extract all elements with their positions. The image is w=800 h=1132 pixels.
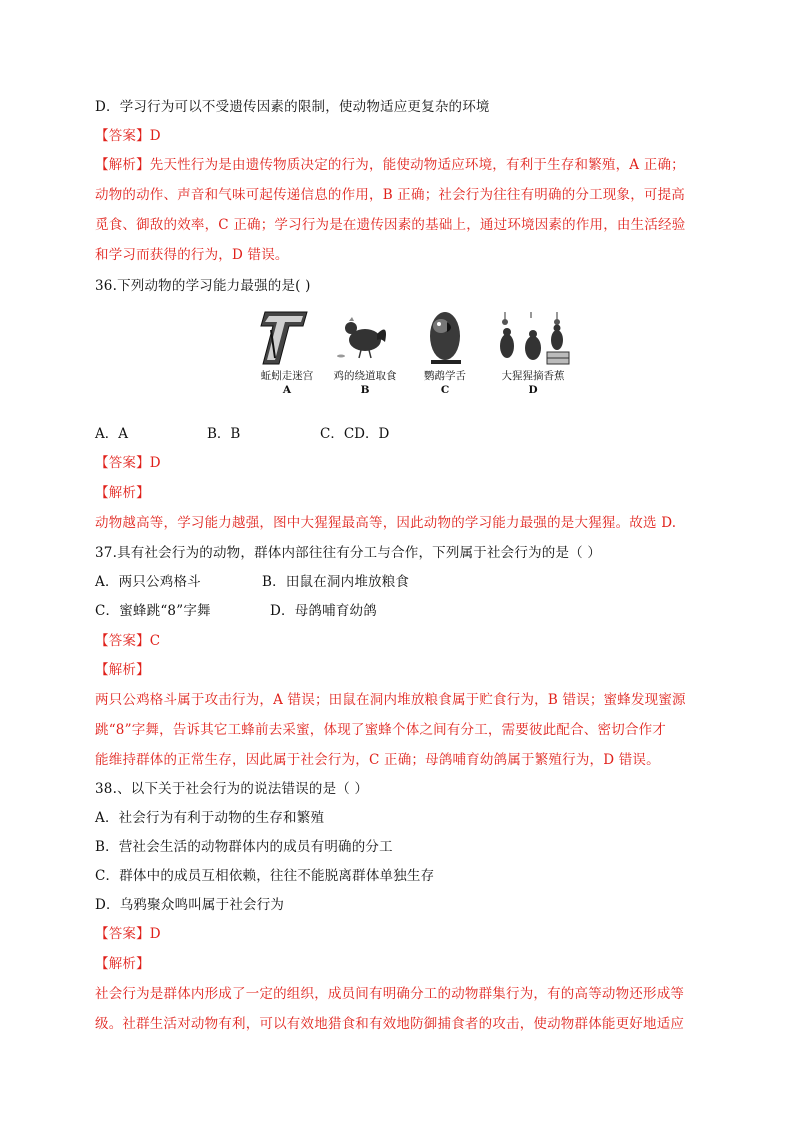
q36-option-b: B．B [207, 426, 241, 442]
q37-analysis-line-1: 两只公鸡格斗属于攻击行为，A 错误；田鼠在洞内堆放粮食属于贮食行为，B 错误；蜜蜂发现蜜源 [95, 692, 686, 708]
q37-option-c: C．蜜蜂跳“8”字舞 [95, 603, 211, 619]
figure-letter-a: A [282, 384, 292, 396]
q38-option-a: A．社会行为有利于动物的生存和繁殖 [95, 810, 325, 826]
q38-option-b: B．营社会生活的动物群体内的成员有明确的分工 [95, 839, 393, 855]
q38-stem: 38.、以下关于社会行为的说法错误的是（ ） [95, 781, 369, 797]
figure-caption-a: 蚯蚓走迷宫 [260, 370, 314, 382]
parrot-icon [403, 308, 487, 368]
q36-answer: 【答案】D [95, 455, 161, 471]
figure-caption-d: 大猩猩摘香蕉 [501, 370, 565, 382]
figure-letter-c: C [440, 384, 450, 396]
q35-analysis-line-3: 觅食、御敌的效率，C 正确；学习行为是在遗传因素的基础上，通过环境因素的作用，由生活经验 [95, 217, 686, 233]
figure-item-a [245, 308, 329, 400]
q36-stem: 36.下列动物的学习能力最强的是( ) [95, 278, 311, 294]
figure-item-c [403, 308, 487, 400]
q36-analysis-label: 【解析】 [95, 485, 150, 501]
q37-stem: 37.具有社会行为的动物，群体内部往往有分工与合作，下列属于社会行为的是（ ） [95, 545, 602, 561]
q35-answer: 【答案】D [95, 128, 161, 144]
q38-analysis-line-2: 级。社群生活对动物有利，可以有效地猎食和有效地防御捕食者的攻击，使动物群体能更好地适应 [95, 1016, 685, 1032]
figure-item-d [491, 308, 575, 400]
q38-analysis-label: 【解析】 [95, 956, 150, 972]
q35-analysis-line-2: 动物的动作、声音和气味可起传递信息的作用，B 正确；社会行为往往有明确的分工现象，可提高 [95, 187, 686, 203]
q37-answer: 【答案】C [95, 633, 161, 649]
q36-option-a: A．A [95, 426, 128, 442]
q37-analysis-line-3: 能维持群体的正常生存，因此属于社会行为，C 正确；母鸽哺育幼鸽属于繁殖行为，D 错误。 [95, 752, 660, 768]
q37-analysis-label: 【解析】 [95, 662, 150, 678]
q36-analysis-line-1: 动物越高等，学习能力越强，图中大猩猩最高等，因此动物的学习能力最强的是大猩猩。故选 D. [95, 515, 677, 531]
q35-option-d: D．学习行为可以不受遗传因素的限制，使动物适应更复杂的环境 [95, 99, 490, 115]
rooster-icon [323, 308, 407, 368]
figure-caption-c: 鹦鹉学舌 [424, 370, 466, 382]
q38-analysis-line-1: 社会行为是群体内形成了一定的组织，成员间有明确分工的动物群集行为，有的高等动物还形成等 [95, 986, 685, 1002]
q36-option-cd: C．CD．D [320, 426, 390, 442]
gorilla-icon [491, 308, 575, 368]
q38-answer: 【答案】D [95, 926, 161, 942]
figure-letter-d: D [528, 384, 538, 396]
q38-option-d: D．乌鸦聚众鸣叫属于社会行为 [95, 897, 285, 913]
q36-figure [245, 308, 575, 400]
figure-letter-b: B [360, 384, 370, 396]
q35-analysis-line-4: 和学习而获得的行为，D 错误。 [95, 247, 289, 263]
q37-option-b: B．田鼠在洞内堆放粮食 [262, 574, 410, 590]
q37-option-a: A．两只公鸡格斗 [95, 574, 201, 590]
q37-option-d: D．母鸽哺育幼鸽 [270, 603, 377, 619]
q38-option-c: C．群体中的成员互相依赖，往往不能脱离群体单独生存 [95, 868, 435, 884]
q35-analysis-line-1: 【解析】先天性行为是由遗传物质决定的行为，能使动物适应环境，有利于生存和繁殖，A 正确； [95, 157, 685, 173]
q37-analysis-line-2: 跳“8”字舞，告诉其它工蜂前去采蜜，体现了蜜蜂个体之间有分工，需要彼此配合、密切合作才 [95, 722, 666, 738]
figure-item-b [323, 308, 407, 400]
maze-icon [245, 308, 329, 368]
figure-caption-b: 鸡的绕道取食 [333, 370, 397, 382]
